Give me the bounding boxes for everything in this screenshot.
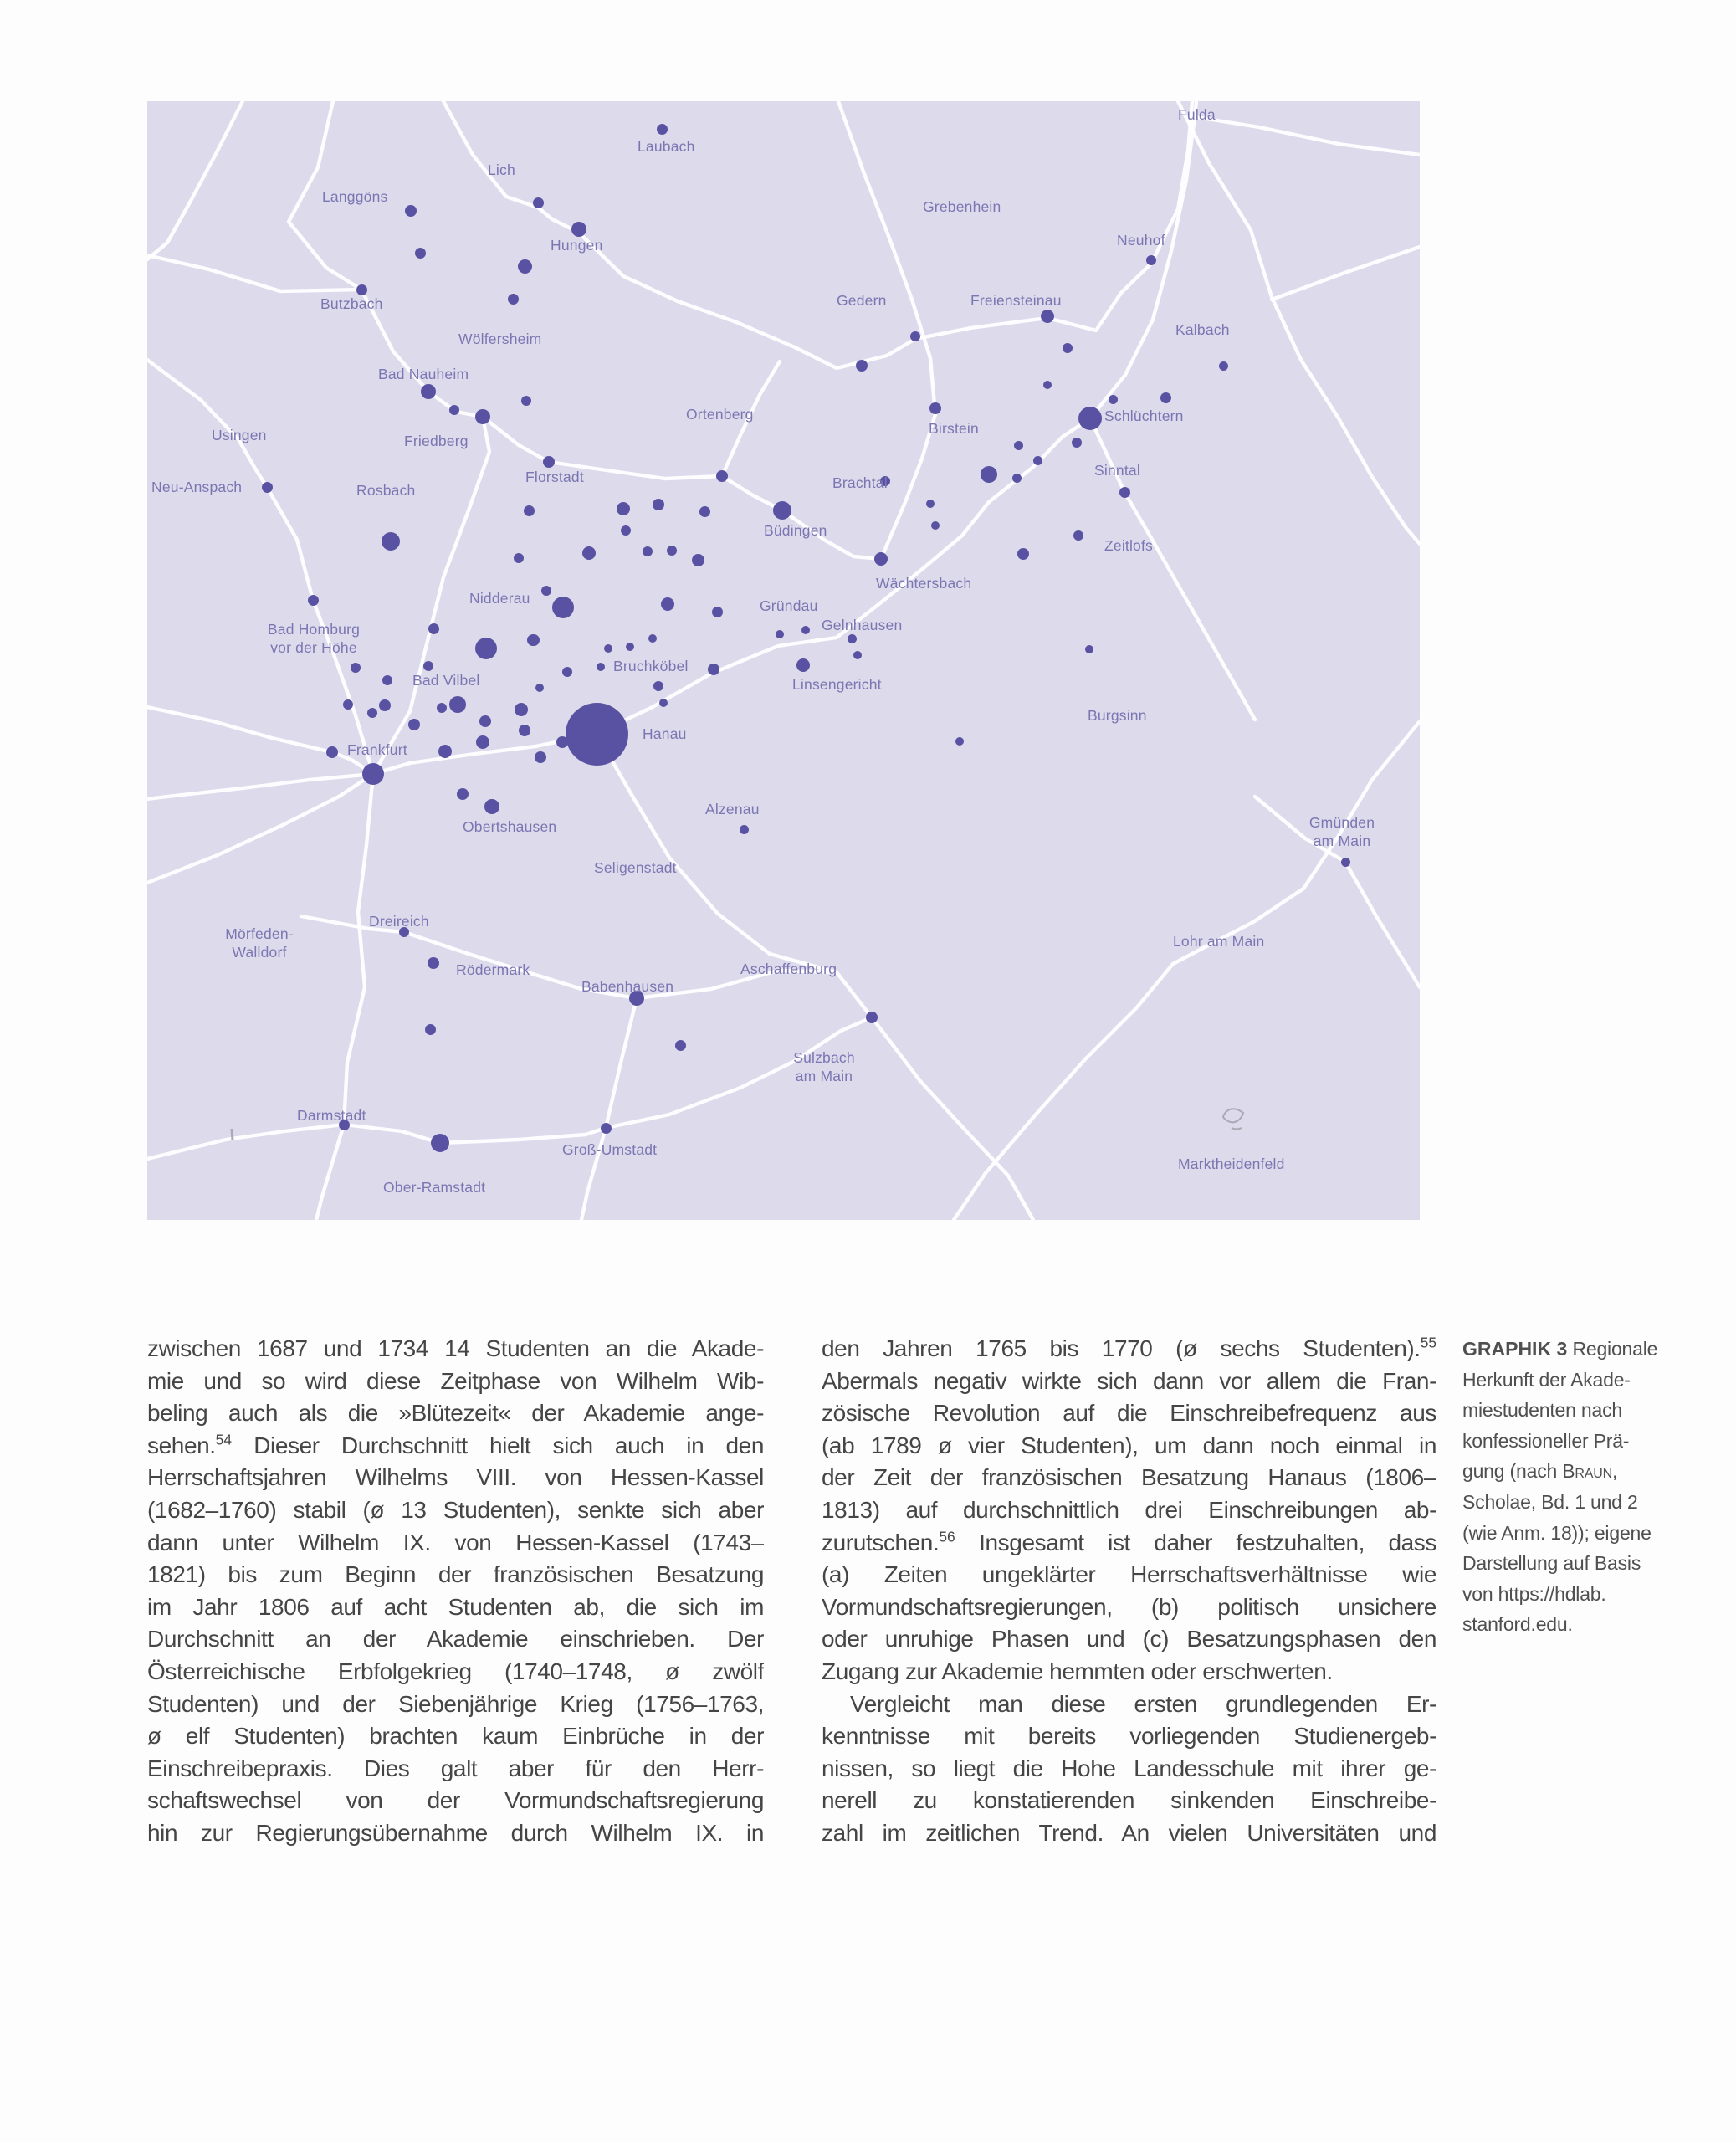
text-line: beling auch als die »Blütezeit« der Akademie ange- <box>147 1400 764 1427</box>
town-dot <box>382 675 392 685</box>
town-dot <box>1072 438 1082 448</box>
body-column-left <box>147 1333 764 1850</box>
town-dot <box>955 737 964 746</box>
town-label: Mörfeden- Walldorf <box>225 925 294 961</box>
town-label: Nidderau <box>469 590 530 607</box>
road <box>147 360 373 774</box>
town-dot <box>379 699 391 711</box>
town-label: Aschaffenburg <box>740 961 837 977</box>
town-label: Bruchköbel <box>613 658 689 674</box>
town-dot <box>617 502 630 515</box>
town-label: Laubach <box>638 138 695 155</box>
town-dot <box>1041 310 1054 323</box>
town-dot <box>415 248 426 259</box>
text-line: Vormundschaftsregierungen, (b) politisch unsichere <box>822 1593 1436 1620</box>
town-label: Brachtal <box>832 474 888 491</box>
town-label: Kalbach <box>1175 321 1230 338</box>
town-dot <box>508 294 519 305</box>
town-dot <box>449 696 466 713</box>
town-dot <box>866 1012 878 1023</box>
text-line: zahl im zeitlichen Trend. An vielen Universitäten und <box>822 1819 1436 1846</box>
town-dot <box>519 725 530 736</box>
town-label: Lohr am Main <box>1173 933 1265 950</box>
town-dot <box>421 384 436 399</box>
town-dot <box>740 825 749 834</box>
text-line: mie und so wird diese Zeitphase von Wilhelm Wib- <box>147 1367 764 1394</box>
text-line: Studenten) und der Siebenjährige Krieg (1756–1763, <box>147 1690 764 1717</box>
scan-artifact <box>1223 1109 1243 1129</box>
town-dot <box>1085 645 1093 653</box>
town-label: Sinntal <box>1094 462 1140 479</box>
town-label: Neu-Anspach <box>151 479 243 495</box>
caption-line: stanford.edu. <box>1462 1613 1573 1636</box>
town-dot <box>853 651 862 659</box>
road <box>147 707 373 774</box>
town-dot <box>773 501 791 520</box>
town-label: Babenhausen <box>581 978 674 995</box>
town-label: Butzbach <box>320 295 383 312</box>
town-dot <box>367 708 377 718</box>
town-dot <box>874 552 888 566</box>
town-dot <box>484 799 499 814</box>
town-dot <box>643 546 653 556</box>
town-label: Bad Nauheim <box>378 366 469 382</box>
town-label: Bad Homburg vor der Höhe <box>267 621 361 656</box>
town-dot <box>856 360 868 372</box>
town-dot <box>356 284 367 295</box>
town-dot <box>562 667 572 677</box>
text-line: zösische Revolution auf die Einschreibefrequenz aus <box>822 1400 1436 1427</box>
town-label: Darmstadt <box>297 1107 366 1124</box>
town-dot <box>476 735 489 749</box>
town-label: Grebenhein <box>923 198 1001 215</box>
town-label: Freiensteinau <box>970 292 1062 309</box>
town-label: Burgsinn <box>1088 707 1147 724</box>
text-line: 1821) bis zum Beginn der französischen Besatzung <box>147 1561 764 1588</box>
town-dot <box>438 745 452 758</box>
text-line: oder unruhige Phasen und (c) Besatzungsphasen den <box>822 1626 1436 1653</box>
town-dot <box>423 661 433 671</box>
scan-artifact <box>232 1129 233 1140</box>
town-dot <box>653 499 664 510</box>
town-dot <box>1043 381 1052 389</box>
town-dot <box>518 259 532 274</box>
town-dot <box>601 1123 612 1134</box>
town-dot <box>1160 392 1171 403</box>
town-dot <box>405 205 417 217</box>
town-dot <box>1014 441 1023 450</box>
town-dot <box>648 634 657 643</box>
text-line: Herrschaftsjahren Wilhelms VIII. von Hessen-Kassel <box>147 1464 764 1491</box>
town-dot <box>1017 548 1029 560</box>
town-dot <box>597 663 605 671</box>
text-line: nerell zu konstatierenden sinkenden Einschreibe- <box>822 1787 1436 1814</box>
town-dot <box>431 1134 449 1152</box>
text-line: 1813) auf durchschnittlich drei Einschreibungen ab- <box>822 1496 1436 1523</box>
town-dot <box>521 396 531 406</box>
town-dot <box>343 699 353 710</box>
town-dot <box>1063 343 1073 353</box>
town-dot <box>667 546 677 556</box>
road <box>954 721 1420 1220</box>
town-label: Büdingen <box>764 522 827 539</box>
town-dot <box>515 703 528 716</box>
town-dot <box>653 681 663 691</box>
town-label: Wächtersbach <box>876 575 972 592</box>
text-line: Österreichische Erbfolgekrieg (1740–1748, ø zwölf <box>147 1658 764 1684</box>
town-label: Rosbach <box>356 482 416 499</box>
text-line: nissen, so liegt die Hohe Landesschule mit ihrer ge- <box>822 1755 1436 1781</box>
text-line: ø elf Studenten) brachten kaum Einbrüche in der <box>147 1723 764 1750</box>
town-label: Fulda <box>1178 106 1216 123</box>
town-dot <box>604 644 612 653</box>
town-dot <box>428 957 439 969</box>
town-dot <box>1033 456 1042 465</box>
town-label: Friedberg <box>404 433 469 449</box>
town-label: Florstadt <box>525 469 584 485</box>
town-label: Usingen <box>212 427 267 443</box>
town-dot <box>926 500 935 508</box>
town-dot <box>657 124 668 135</box>
body-column-right <box>822 1333 1436 1850</box>
town-dot <box>351 663 361 673</box>
town-label: Zeitlofs <box>1104 537 1154 554</box>
town-label: Obertshausen <box>463 818 557 835</box>
town-dot <box>1078 407 1102 430</box>
town-dot <box>1219 361 1228 371</box>
town-label: Langgöns <box>322 188 388 205</box>
text-line: Einschreibepraxis. Dies galt aber für den Herr- <box>147 1755 764 1781</box>
road <box>581 998 637 1220</box>
town-label: Frankfurt <box>347 741 407 758</box>
town-dot <box>1073 530 1083 541</box>
town-dot <box>543 456 555 468</box>
town-label: Rödermark <box>456 961 530 978</box>
text-line: den Jahren 1765 bis 1770 (ø sechs Studenten).$^{55}$ <box>822 1334 1436 1361</box>
road <box>1196 117 1420 155</box>
town-dot <box>699 506 710 517</box>
town-label: Marktheidenfeld <box>1178 1156 1285 1172</box>
text-line: zwischen 1687 und 1734 14 Studenten an die Akade- <box>147 1335 764 1361</box>
text-line: schaftswechsel von der Vormundschaftsregierung <box>147 1787 764 1814</box>
town-dot <box>716 470 728 482</box>
town-dot <box>535 751 546 763</box>
text-line: im Jahr 1806 auf acht Studenten ab, die sich im <box>147 1593 764 1620</box>
text-line: sehen.$^{54}$ Dieser Durchschnitt hielt sich auch in den <box>147 1431 764 1458</box>
town-dot <box>524 505 535 516</box>
town-label: Groß-Umstadt <box>562 1141 658 1158</box>
road <box>147 774 373 883</box>
town-dot <box>308 595 319 606</box>
town-label: Ortenberg <box>686 406 754 423</box>
town-dot <box>692 554 704 566</box>
road <box>147 1017 872 1159</box>
road <box>147 255 361 291</box>
town-dot <box>535 684 544 692</box>
figure-caption <box>1462 1334 1680 1640</box>
town-dot <box>848 634 857 643</box>
town-label: Seligenstadt <box>594 859 677 876</box>
town-dot <box>528 634 540 646</box>
town-label: Birstein <box>929 420 979 437</box>
town-dot <box>449 405 459 415</box>
town-label: Dreireich <box>369 913 429 930</box>
caption-line: Scholae, Bd. 1 und 2 <box>1462 1490 1638 1513</box>
town-dot <box>533 197 544 208</box>
town-label: Gelnhausen <box>822 617 903 633</box>
town-label: Lich <box>488 161 515 178</box>
town-dot <box>541 586 551 596</box>
town-dot <box>1341 858 1350 867</box>
town-dot <box>382 532 400 551</box>
town-dot <box>262 482 273 493</box>
town-dot <box>981 466 997 483</box>
town-dot <box>475 409 490 424</box>
text-line: zurutschen.$^{56}$ Insgesamt ist daher festzuhalten, dass <box>822 1528 1436 1555</box>
town-dot <box>712 607 723 617</box>
town-dot <box>796 658 810 672</box>
town-label: Gründau <box>760 597 818 614</box>
town-dot <box>659 699 668 707</box>
town-dot <box>514 553 524 563</box>
road <box>147 101 243 259</box>
caption-line: gung (nach Braun, <box>1462 1460 1618 1483</box>
town-dot <box>675 1040 686 1051</box>
caption-line: Herkunft der Akade- <box>1462 1368 1631 1391</box>
caption-line: konfessioneller Prä- <box>1462 1429 1630 1452</box>
caption-line: Darstellung auf Basis <box>1462 1552 1641 1575</box>
town-dot <box>408 719 420 730</box>
text-line: Vergleicht man diese ersten grundlegenden Er- <box>850 1690 1436 1717</box>
town-dot <box>626 643 634 651</box>
regional-origin-map <box>147 101 1420 1220</box>
road-network <box>147 101 1420 1220</box>
town-label: Alzenau <box>705 801 760 817</box>
town-label: Hungen <box>551 237 603 254</box>
text-line: dann unter Wilhelm IX. von Hessen-Kassel (1743– <box>147 1529 764 1555</box>
caption-line: von https://hdlab. <box>1462 1582 1606 1605</box>
town-dot <box>661 597 674 611</box>
town-label: Gedern <box>837 292 887 309</box>
town-dot <box>362 763 384 785</box>
text-line: (ab 1789 ø vier Studenten), um dann noch einmal in <box>822 1432 1436 1458</box>
town-dot <box>621 525 631 536</box>
town-dot <box>1119 487 1130 498</box>
text-line: Zugang zur Akademie hemmten oder erschwerten. <box>822 1658 1333 1684</box>
text-line: Durchschnitt an der Akademie einschrieben. Der <box>147 1626 764 1653</box>
town-dot <box>566 703 628 766</box>
text-line: (1682–1760) stabil (ø 13 Studenten), senkte sich aber <box>147 1496 764 1523</box>
town-dot <box>1012 474 1022 483</box>
caption-line: (wie Anm. 18)); eigene <box>1462 1521 1652 1544</box>
town-dot <box>582 546 596 560</box>
town-label: Wölfersheim <box>458 331 542 347</box>
text-line: hin zur Regierungsübernahme durch Wilhelm IX. in <box>147 1819 764 1846</box>
text-line: der Zeit der französischen Besatzung Hanaus (1806– <box>822 1464 1436 1491</box>
town-dot <box>479 715 491 727</box>
town-dot <box>556 736 568 748</box>
text-line: kenntnisse mit bereits vorliegenden Studienergeb- <box>822 1723 1436 1750</box>
text-line: (a) Zeiten ungeklärter Herrschaftsverhältnisse wie <box>822 1561 1436 1588</box>
town-dot <box>475 638 497 659</box>
town-label: Ober-Ramstadt <box>383 1179 486 1196</box>
town-dot <box>1146 255 1156 265</box>
road <box>443 101 1192 368</box>
town-dot <box>437 703 447 713</box>
town-dot <box>931 521 940 530</box>
town-dot <box>326 746 338 758</box>
town-dot <box>1109 395 1118 404</box>
town-dot <box>910 331 920 341</box>
caption-line: miestudenten nach <box>1462 1399 1622 1422</box>
town-dot <box>425 1024 436 1035</box>
town-label: Neuhof <box>1117 232 1165 249</box>
town-dot <box>801 626 810 634</box>
town-label: Hanau <box>643 725 687 742</box>
town-dot <box>708 664 719 675</box>
town-label: Sulzbach am Main <box>793 1049 855 1084</box>
town-dot <box>552 597 574 618</box>
caption-line: GRAPHIK 3 Regionale <box>1462 1338 1658 1360</box>
road <box>1272 247 1420 300</box>
road <box>289 101 489 1220</box>
town-label: Linsengericht <box>792 676 882 693</box>
town-dot <box>571 222 586 237</box>
town-dot <box>457 788 469 800</box>
town-dot <box>929 402 941 414</box>
town-dot <box>428 623 439 634</box>
text-line: Abermals negativ wirkte sich dann vor allem die Fran- <box>822 1367 1436 1394</box>
town-label: Bad Vilbel <box>412 672 480 689</box>
town-label: Gmünden am Main <box>1308 814 1375 849</box>
town-dot <box>776 630 784 638</box>
town-label: Schlüchtern <box>1104 407 1184 424</box>
